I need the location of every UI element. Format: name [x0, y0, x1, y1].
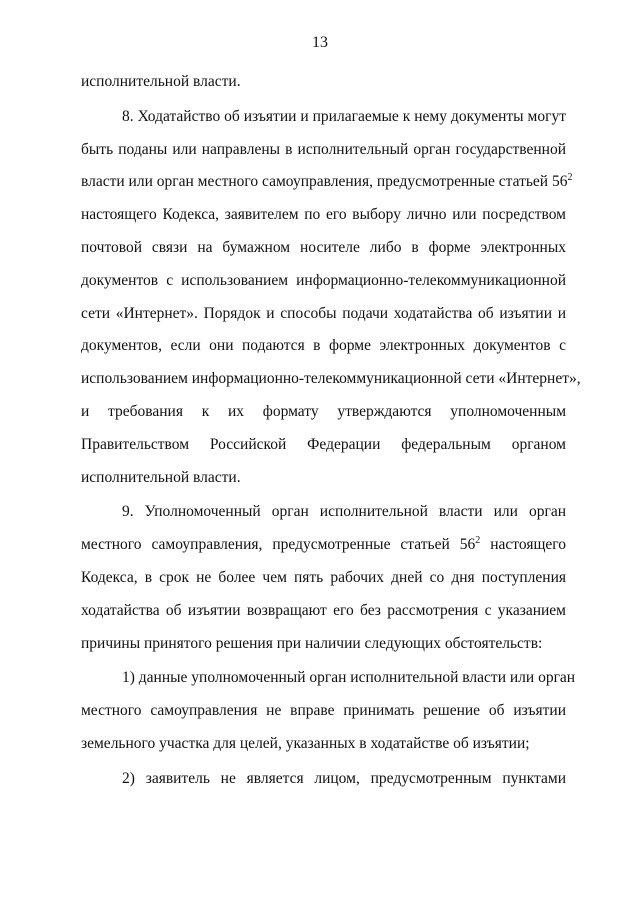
- text-line: ходатайства об изъятии возвращают его без рассмотрения с указанием: [81, 601, 566, 619]
- text-line: причины принятого решения при наличии следующих обстоятельств:: [81, 634, 543, 652]
- text-line: местного самоуправления не вправе принимать решение об изъятии: [81, 702, 566, 720]
- page-number: 13: [312, 34, 328, 51]
- text-line: документов, если они подаются в форме электронных документов с: [81, 337, 566, 355]
- text-line: настоящего Кодекса, заявителем по его выбору лично или посредством: [81, 206, 566, 224]
- text-line: почтовой связи на бумажном носителе либо в форме электронных: [81, 238, 566, 256]
- text-line: исполнительной власти.: [81, 468, 241, 486]
- text-line: быть поданы или направлены в исполнительный орган государственной: [81, 140, 566, 158]
- text-line: Кодекса, в срок не более чем пять рабочих дней со дня поступления: [81, 568, 566, 586]
- paragraph-item-9: [81, 502, 566, 666]
- paragraph-sub-item-1: [81, 668, 576, 766]
- text-line: документов с использованием информационно-телекоммуникационной: [81, 271, 566, 289]
- paragraph-item-8: [81, 107, 581, 501]
- text-line: и требования к их формату утверждаются уполномоченным: [81, 402, 566, 420]
- text-line: 9. Уполномоченный орган исполнительной власти или орган: [122, 503, 566, 521]
- superscript: 2: [567, 172, 573, 184]
- document-body: [81, 72, 581, 802]
- text-line: 1) данные уполномоченный орган исполнительной власти или орган: [122, 669, 576, 687]
- superscript: 2: [475, 535, 481, 547]
- text-line-content: власти или орган местного самоуправления, предусмотренные статьей 56: [81, 173, 568, 191]
- text-line: 8. Ходатайство об изъятии и прилагаемые к нему документы могут: [122, 107, 566, 125]
- paragraph: [81, 72, 566, 105]
- text-line: исполнительной власти.: [81, 73, 241, 90]
- text-line: [81, 535, 566, 568]
- text-line: использованием информационно-телекоммуникационной сети «Интернет»,: [81, 370, 581, 388]
- text-line: земельного участка для целей, указанных в ходатайстве об изъятии;: [81, 734, 530, 752]
- text-line: Правительством Российской Федерации федеральным органом: [81, 435, 566, 453]
- text-line: сети «Интернет». Порядок и способы подачи ходатайства об изъятии и: [81, 304, 566, 322]
- text-line-tail: настоящего: [490, 536, 566, 554]
- text-line: 2) заявитель не является лицом, предусмотренным пунктами: [122, 769, 566, 787]
- paragraph-sub-item-2: [81, 769, 566, 802]
- text-line-content: местного самоуправления, предусмотренные статьей 56: [81, 536, 476, 554]
- text-line: [81, 172, 573, 205]
